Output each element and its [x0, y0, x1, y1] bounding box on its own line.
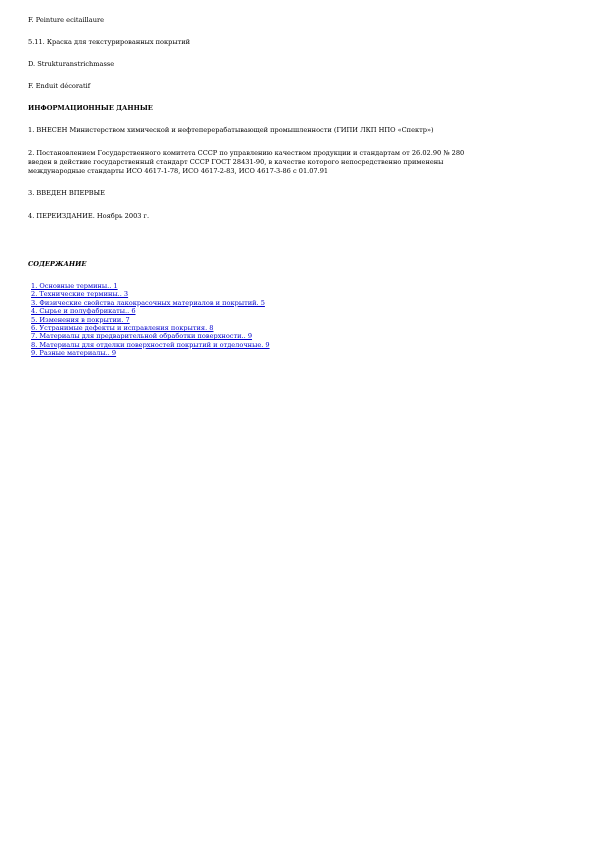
- toc-item: [31, 316, 568, 324]
- toc-link-2[interactable]: 2. Технические термины.. 3: [31, 290, 129, 299]
- info-item-4: 4. ПЕРЕИЗДАНИЕ. Ноябрь 2003 г.: [28, 212, 150, 220]
- ru-term-line: 5.11. Краска для текстурированных покрытий: [28, 38, 191, 46]
- toc-link-9[interactable]: 9. Разные материалы.. 9: [31, 349, 117, 358]
- info-item-2-line-3: международные стандарты ИСО 4617-1-78, ИСО 4617-2-83, ИСО 4617-3-86 с 01.07.91: [28, 167, 329, 175]
- table-of-contents: [28, 282, 568, 358]
- fr-term-line: F. Peinture ecitaillaure: [28, 16, 105, 24]
- info-item-2: [28, 149, 568, 176]
- info-item-2-line-1: 2. Постановлением Государственного комитета СССР по управлению качеством продукции и стандартам от 26.02.90 № 280: [28, 149, 465, 157]
- toc-item: [31, 290, 568, 298]
- toc-item: [31, 282, 568, 290]
- toc-item: [31, 299, 568, 307]
- toc-link-1[interactable]: 1. Основные термины.. 1: [31, 282, 118, 290]
- info-heading: ИНФОРМАЦИОННЫЕ ДАННЫЕ: [28, 104, 153, 112]
- toc-link-6[interactable]: 6. Устранимые дефекты и исправления покрытия. 8: [31, 324, 214, 333]
- fr-term-line-2: F. Enduit décoratif: [28, 82, 91, 90]
- toc-item: [31, 341, 568, 349]
- toc-link-7[interactable]: 7. Материалы для предварительной обработки поверхности.. 9: [31, 332, 253, 341]
- info-item-2-line-2: введен в действие государственный стандарт СССР ГОСТ 28431-90, в качестве которого непосредственно применены: [28, 158, 444, 166]
- toc-item: [31, 349, 568, 357]
- de-term-line: D. Strukturanstrichmasse: [28, 60, 115, 68]
- toc-heading: СОДЕРЖАНИЕ: [28, 260, 87, 268]
- toc-item: [31, 332, 568, 340]
- toc-link-3[interactable]: 3. Физические свойства лакокрасочных материалов и покрытий. 5: [31, 298, 265, 307]
- toc-link-8[interactable]: 8. Материалы для отделки поверхностей покрытий и отделочные. 9: [31, 340, 270, 349]
- document-page: [28, 16, 568, 358]
- toc-link-4[interactable]: 4. Сырье и полуфабрикаты.. 6: [31, 307, 136, 316]
- toc-item: [31, 324, 568, 332]
- toc-link-5[interactable]: 5. Изменения в покрытии. 7: [31, 315, 130, 324]
- info-item-1: 1. ВНЕСЕН Министерством химической и нефтеперерабатывающей промышленности (ГИПИ ЛКП НПО «Спектр»): [28, 126, 434, 134]
- info-item-3: 3. ВВЕДЕН ВПЕРВЫЕ: [28, 189, 105, 197]
- toc-item: [31, 307, 568, 315]
